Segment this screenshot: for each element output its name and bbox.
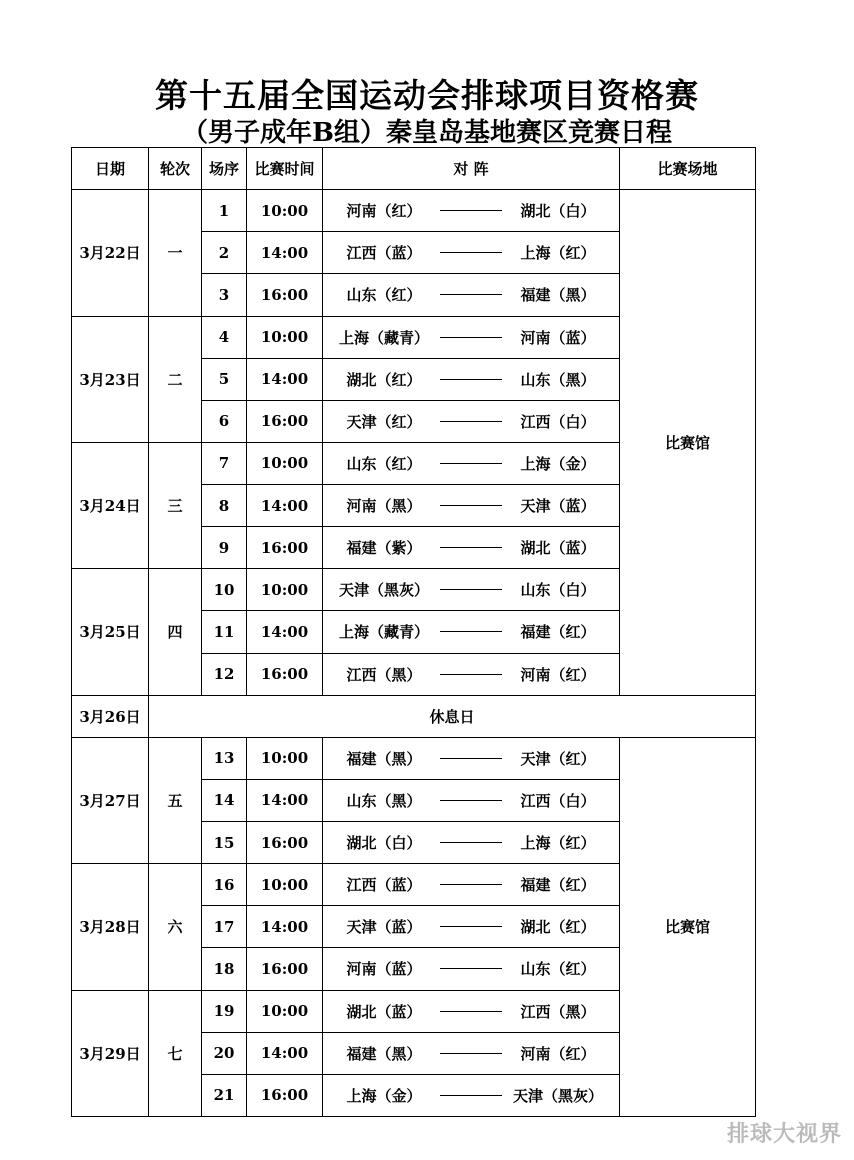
time-cell: 10:00 <box>247 737 323 779</box>
versus-line <box>440 842 502 843</box>
away-team: 天津（蓝） <box>520 497 596 516</box>
home-team: 天津（黑灰） <box>338 581 429 600</box>
matchup-cell <box>323 1074 620 1116</box>
matchup <box>323 790 619 811</box>
away-team: 河南（蓝） <box>520 328 596 347</box>
date-cell: 3月22日 <box>72 190 149 316</box>
time-cell: 10:00 <box>247 864 323 906</box>
date-cell: 3月23日 <box>72 316 149 442</box>
matchup-cell <box>323 358 620 400</box>
home-team: 上海（金） <box>346 1086 422 1105</box>
venue-cell: 比赛馆 <box>620 737 756 1116</box>
away-team: 河南（红） <box>520 1044 596 1063</box>
home-team: 江西（蓝） <box>346 876 422 895</box>
rest-day-label: 休息日 <box>149 695 756 737</box>
matchup-cell <box>323 1032 620 1074</box>
home-team: 河南（黑） <box>346 497 422 516</box>
time-cell: 10:00 <box>247 990 323 1032</box>
home-team: 山东（黑） <box>346 791 422 810</box>
versus-line <box>440 294 502 295</box>
home-team: 福建（紫） <box>346 539 422 558</box>
time-cell: 14:00 <box>247 611 323 653</box>
matchup <box>323 453 619 474</box>
matchup <box>323 284 619 305</box>
round-cell: 三 <box>149 442 202 568</box>
match-no-cell: 20 <box>202 1032 247 1074</box>
matchup <box>323 327 619 348</box>
matchup <box>323 832 619 853</box>
time-cell: 10:00 <box>247 442 323 484</box>
versus-line <box>440 210 502 211</box>
date-cell: 3月27日 <box>72 737 149 863</box>
home-team: 天津（红） <box>346 412 422 431</box>
away-team: 河南（红） <box>520 665 596 684</box>
time-cell: 14:00 <box>247 1032 323 1074</box>
match-no-cell: 3 <box>202 274 247 316</box>
away-team: 湖北（蓝） <box>520 539 596 558</box>
away-team: 天津（黑灰） <box>512 1086 603 1105</box>
matchup-cell <box>323 779 620 821</box>
date-cell: 3月26日 <box>72 695 149 737</box>
matchup-cell <box>323 485 620 527</box>
time-cell: 14:00 <box>247 906 323 948</box>
header-date: 日期 <box>72 148 149 190</box>
round-cell: 四 <box>149 569 202 695</box>
date-cell: 3月25日 <box>72 569 149 695</box>
versus-line <box>440 968 502 969</box>
matchup-cell <box>323 569 620 611</box>
matchup <box>323 874 619 895</box>
time-cell: 16:00 <box>247 948 323 990</box>
match-no-cell: 19 <box>202 990 247 1032</box>
match-no-cell: 9 <box>202 527 247 569</box>
home-team: 天津（蓝） <box>346 918 422 937</box>
header-venue: 比赛场地 <box>620 148 756 190</box>
versus-line <box>440 337 502 338</box>
match-row <box>72 737 756 779</box>
away-team: 福建（红） <box>520 623 596 642</box>
watermark: 排球大视界 <box>726 1122 842 1147</box>
time-cell: 16:00 <box>247 653 323 695</box>
time-cell: 16:00 <box>247 527 323 569</box>
matchup-cell <box>323 864 620 906</box>
match-no-cell: 7 <box>202 442 247 484</box>
versus-line <box>440 421 502 422</box>
away-team: 福建（红） <box>520 876 596 895</box>
versus-line <box>440 1011 502 1012</box>
header-time: 比赛时间 <box>247 148 323 190</box>
matchup <box>323 916 619 937</box>
matchup-cell <box>323 274 620 316</box>
matchup <box>323 958 619 979</box>
time-cell: 10:00 <box>247 190 323 232</box>
schedule-table <box>71 147 756 1117</box>
versus-line <box>440 926 502 927</box>
time-cell: 16:00 <box>247 274 323 316</box>
matchup-cell <box>323 611 620 653</box>
versus-line <box>440 505 502 506</box>
away-team: 江西（白） <box>520 412 596 431</box>
matchup <box>323 242 619 263</box>
time-cell: 16:00 <box>247 822 323 864</box>
versus-line <box>440 463 502 464</box>
away-team: 湖北（红） <box>520 918 596 937</box>
matchup-cell <box>323 990 620 1032</box>
matchup <box>323 1043 619 1064</box>
header-matchup: 对 阵 <box>323 148 620 190</box>
home-team: 江西（蓝） <box>346 244 422 263</box>
away-team: 上海（红） <box>520 834 596 853</box>
matchup-cell <box>323 442 620 484</box>
versus-line <box>440 1095 502 1096</box>
round-cell: 五 <box>149 737 202 863</box>
time-cell: 14:00 <box>247 358 323 400</box>
home-team: 河南（蓝） <box>346 960 422 979</box>
match-no-cell: 6 <box>202 400 247 442</box>
away-team: 江西（白） <box>520 791 596 810</box>
match-no-cell: 14 <box>202 779 247 821</box>
matchup-cell <box>323 316 620 358</box>
versus-line <box>440 758 502 759</box>
home-team: 福建（黑） <box>346 749 422 768</box>
home-team: 上海（藏青） <box>338 328 429 347</box>
round-cell: 七 <box>149 990 202 1117</box>
matchup <box>323 579 619 600</box>
versus-line <box>440 589 502 590</box>
matchup <box>323 537 619 558</box>
round-cell: 二 <box>149 316 202 442</box>
round-cell: 六 <box>149 864 202 990</box>
matchup-cell <box>323 737 620 779</box>
home-team: 湖北（红） <box>346 370 422 389</box>
matchup <box>323 664 619 685</box>
time-cell: 16:00 <box>247 400 323 442</box>
away-team: 上海（红） <box>520 244 596 263</box>
home-team: 上海（藏青） <box>338 623 429 642</box>
match-no-cell: 17 <box>202 906 247 948</box>
page-subtitle: （男子成年B组）秦皇岛基地赛区竞赛日程 <box>182 118 672 148</box>
date-cell: 3月28日 <box>72 864 149 990</box>
versus-line <box>440 379 502 380</box>
home-team: 江西（黑） <box>346 665 422 684</box>
rest-day-row <box>72 695 756 737</box>
away-team: 湖北（白） <box>520 202 596 221</box>
matchup-cell <box>323 190 620 232</box>
date-cell: 3月24日 <box>72 442 149 568</box>
matchup-cell <box>323 906 620 948</box>
match-no-cell: 4 <box>202 316 247 358</box>
versus-line <box>440 547 502 548</box>
match-no-cell: 16 <box>202 864 247 906</box>
away-team: 天津（红） <box>520 749 596 768</box>
match-no-cell: 15 <box>202 822 247 864</box>
match-no-cell: 8 <box>202 485 247 527</box>
matchup <box>323 1001 619 1022</box>
home-team: 山东（红） <box>346 454 422 473</box>
away-team: 山东（红） <box>520 960 596 979</box>
round-cell: 一 <box>149 190 202 316</box>
versus-line <box>440 252 502 253</box>
home-team: 山东（红） <box>346 286 422 305</box>
match-no-cell: 2 <box>202 232 247 274</box>
time-cell: 14:00 <box>247 485 323 527</box>
matchup <box>323 1085 619 1106</box>
time-cell: 14:00 <box>247 232 323 274</box>
match-no-cell: 18 <box>202 948 247 990</box>
match-no-cell: 5 <box>202 358 247 400</box>
away-team: 上海（金） <box>520 454 596 473</box>
match-no-cell: 21 <box>202 1074 247 1116</box>
home-team: 河南（红） <box>346 202 422 221</box>
matchup-cell <box>323 527 620 569</box>
away-team: 山东（白） <box>520 581 596 600</box>
match-no-cell: 12 <box>202 653 247 695</box>
matchup-cell <box>323 822 620 864</box>
date-cell: 3月29日 <box>72 990 149 1117</box>
match-no-cell: 10 <box>202 569 247 611</box>
home-team: 湖北（白） <box>346 834 422 853</box>
matchup <box>323 495 619 516</box>
header-match-no: 场序 <box>202 148 247 190</box>
header-round: 轮次 <box>149 148 202 190</box>
matchup-cell <box>323 232 620 274</box>
matchup <box>323 369 619 390</box>
time-cell: 16:00 <box>247 1074 323 1116</box>
match-row <box>72 190 756 232</box>
matchup <box>323 748 619 769</box>
home-team: 福建（黑） <box>346 1044 422 1063</box>
matchup <box>323 411 619 432</box>
versus-line <box>440 674 502 675</box>
page-title: 第十五届全国运动会排球项目资格赛 <box>155 76 699 115</box>
away-team: 福建（黑） <box>520 286 596 305</box>
versus-line <box>440 884 502 885</box>
matchup <box>323 200 619 221</box>
venue-cell: 比赛馆 <box>620 190 756 696</box>
home-team: 湖北（蓝） <box>346 1002 422 1021</box>
matchup-cell <box>323 948 620 990</box>
matchup-cell <box>323 653 620 695</box>
time-cell: 10:00 <box>247 316 323 358</box>
matchup <box>323 621 619 642</box>
versus-line <box>440 631 502 632</box>
away-team: 江西（黑） <box>520 1002 596 1021</box>
header-row <box>72 148 756 190</box>
away-team: 山东（黑） <box>520 370 596 389</box>
time-cell: 10:00 <box>247 569 323 611</box>
versus-line <box>440 800 502 801</box>
versus-line <box>440 1053 502 1054</box>
matchup-cell <box>323 400 620 442</box>
match-no-cell: 13 <box>202 737 247 779</box>
match-no-cell: 11 <box>202 611 247 653</box>
time-cell: 14:00 <box>247 779 323 821</box>
match-no-cell: 1 <box>202 190 247 232</box>
